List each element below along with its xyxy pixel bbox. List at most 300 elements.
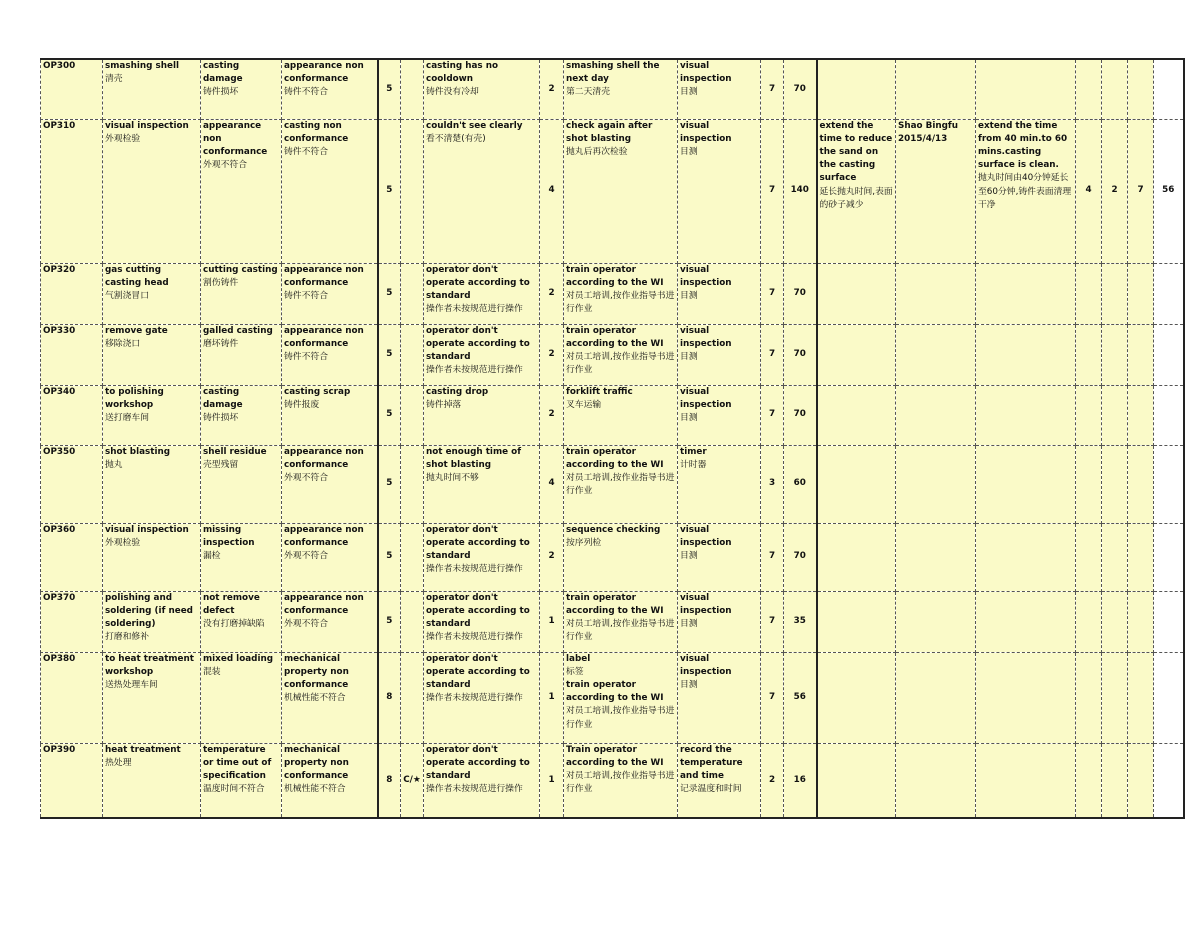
failure-cause (424, 445, 540, 523)
failure-effect (282, 591, 378, 652)
mode-zh-text: 铸件损坏 (203, 412, 239, 423)
detection-control (678, 59, 761, 119)
ctrl-en-text: train operator according to the WI (566, 592, 664, 616)
failure-mode (201, 263, 282, 324)
new-rpn-value (1154, 385, 1184, 445)
process-step (103, 591, 201, 652)
det-en-text: visual inspection (680, 325, 732, 349)
action-result (976, 263, 1076, 324)
detection-control (678, 385, 761, 445)
severity-value (378, 59, 401, 119)
rpn-text: 70 (793, 348, 806, 359)
detection-control (678, 591, 761, 652)
det-en-text: visual inspection (680, 653, 732, 677)
cause-zh-text: 操作者未按规范进行操作 (426, 564, 523, 575)
failure-cause (424, 591, 540, 652)
failure-cause (424, 263, 540, 324)
op-text: OP380 (43, 653, 76, 664)
mode-en-text: cutting casting (203, 264, 278, 275)
new-severity-value (1076, 119, 1102, 263)
rpn-value (784, 324, 817, 385)
severity-value (378, 263, 401, 324)
effect-zh-text: 外观不符合 (284, 472, 328, 483)
det-en-text: visual inspection (680, 61, 732, 85)
ctrl-zh-text: 按序列检 (566, 537, 602, 548)
failure-cause (424, 523, 540, 591)
sev-text: 5 (386, 287, 393, 298)
process-step (103, 743, 201, 818)
action-result (976, 523, 1076, 591)
occurrence-value (540, 591, 564, 652)
effect-zh-text: 机械性能不符合 (284, 784, 346, 795)
rpn-text: 35 (793, 615, 806, 626)
cause-zh-text: 铸件掉落 (426, 399, 462, 410)
d2-text: 7 (1137, 185, 1144, 196)
op-text: OP390 (43, 744, 76, 755)
process-step (103, 445, 201, 523)
new-occurrence-value (1102, 59, 1128, 119)
table-row (41, 652, 1184, 743)
step-en-text: heat treatment (105, 744, 181, 755)
det-zh-text: 目测 (680, 87, 698, 98)
new-detection-value (1128, 523, 1154, 591)
detection-value (761, 59, 784, 119)
new-detection-value (1128, 743, 1154, 818)
operation-number (41, 743, 103, 818)
severity-value (378, 743, 401, 818)
table-row (41, 385, 1184, 445)
responsibility-date (896, 523, 976, 591)
d-text: 7 (768, 83, 776, 94)
det-zh-text: 目测 (680, 146, 698, 157)
step-zh-text: 送热处理车间 (105, 679, 158, 690)
rpn-value (784, 119, 817, 263)
detection-value (761, 119, 784, 263)
operation-number (41, 652, 103, 743)
cause-en-text: operator don't operate according to standard (426, 744, 530, 781)
step-zh-text: 抛丸 (105, 459, 123, 470)
failure-cause (424, 324, 540, 385)
failure-effect (282, 523, 378, 591)
op-text: OP340 (43, 386, 76, 397)
detection-value (761, 523, 784, 591)
ctrl-zh-text: 第二天清壳 (566, 87, 610, 98)
ctrl-zh-text: 对员工培训,按作业指导书进行作业 (566, 472, 675, 497)
effect-zh-text: 铸件不符合 (284, 351, 328, 362)
new-detection-value (1128, 263, 1154, 324)
det-zh-text: 目测 (680, 351, 698, 362)
det-en-text: visual inspection (680, 264, 732, 288)
occ-text: 2 (548, 409, 555, 420)
new-severity-value (1076, 263, 1102, 324)
failure-cause (424, 59, 540, 119)
op-text: OP320 (43, 264, 76, 275)
rpn-text: 60 (793, 478, 806, 489)
ctrl-zh-text: 抛丸后再次检验 (566, 146, 628, 157)
classification-value (401, 324, 424, 385)
severity-value (378, 324, 401, 385)
table-row (41, 59, 1184, 119)
cause-en-text: casting drop (426, 386, 489, 397)
mode-zh-text: 磨坏铸件 (203, 338, 239, 349)
ctrl-zh-text: 对员工培训,按作业指导书进行作业 (566, 351, 675, 376)
failure-effect (282, 119, 378, 263)
step-zh-text: 移除浇口 (105, 338, 141, 349)
detection-value (761, 591, 784, 652)
table-row (41, 324, 1184, 385)
new-severity-value (1076, 445, 1102, 523)
recommended-action (817, 652, 896, 743)
recommended-action (817, 445, 896, 523)
op-text: OP350 (43, 446, 76, 457)
step-en-text: visual inspection (105, 120, 189, 131)
responsibility-date (896, 652, 976, 743)
recommended-action (817, 385, 896, 445)
d-text: 7 (768, 185, 776, 196)
cause-zh-text: 看不清楚(有壳) (426, 133, 486, 144)
table-row (41, 445, 1184, 523)
prevention-control (564, 652, 678, 743)
effect-en-text: appearance non conformance (284, 446, 364, 470)
failure-mode (201, 385, 282, 445)
ctrl-en-text: train operator according to the WI (566, 264, 664, 288)
effect-zh-text: 铸件不符合 (284, 87, 328, 98)
new-rpn-value (1154, 523, 1184, 591)
step-en-text: smashing shell (105, 61, 179, 71)
occ-text: 1 (548, 691, 555, 702)
rpn-value (784, 652, 817, 743)
failure-mode (201, 652, 282, 743)
det-zh-text: 目测 (680, 550, 698, 561)
cause-zh-text: 操作者未按规范进行操作 (426, 693, 523, 704)
cause-en-text: operator don't operate according to standard (426, 653, 530, 690)
cause-en-text: operator don't operate according to standard (426, 524, 530, 561)
operation-number (41, 263, 103, 324)
ctrl-en-text: train operator according to the WI (566, 325, 664, 349)
act-en-text: extend the time to reduce the sand on the casting surface (819, 120, 893, 184)
new-severity-value (1076, 523, 1102, 591)
severity-value (378, 591, 401, 652)
severity-value (378, 119, 401, 263)
recommended-action (817, 591, 896, 652)
prevention-control (564, 385, 678, 445)
effect-en-text: appearance non conformance (284, 592, 364, 616)
ctrl-en-text: train operator according to the WI (566, 446, 664, 470)
cause-zh-text: 操作者未按规范进行操作 (426, 784, 523, 795)
new-severity-value (1076, 743, 1102, 818)
detection-control (678, 523, 761, 591)
failure-effect (282, 59, 378, 119)
d-text: 7 (768, 551, 776, 562)
res-zh-text: 抛丸时间由40分钟延长至60分钟,铸件表面清理干净 (978, 173, 1072, 210)
process-step (103, 652, 201, 743)
rpn-text: 56 (793, 691, 806, 702)
rpn-value (784, 591, 817, 652)
ctrl-en-text: smashing shell the next day (566, 61, 660, 85)
prevention-control (564, 263, 678, 324)
detection-control (678, 445, 761, 523)
mode-en-text: mixed loading (203, 653, 274, 664)
severity-value (378, 523, 401, 591)
d-text: 7 (768, 691, 776, 702)
effect-en-text: appearance non conformance (284, 325, 364, 349)
sev-text: 5 (386, 478, 393, 489)
effect-en-text: casting non conformance (284, 120, 349, 144)
failure-effect (282, 324, 378, 385)
mode-en-text: casting damage (203, 386, 243, 410)
new-detection-value (1128, 591, 1154, 652)
occ-text: 4 (548, 478, 555, 489)
mode-en-text: galled casting (203, 325, 273, 336)
new-rpn-value (1154, 59, 1184, 119)
new-occurrence-value (1102, 743, 1128, 818)
responsibility-date (896, 743, 976, 818)
det-zh-text: 目测 (680, 412, 698, 423)
responsibility-date (896, 119, 976, 263)
mode-en-text: appearance non conformance (203, 120, 268, 157)
occ-text: 2 (548, 287, 555, 298)
operation-number (41, 119, 103, 263)
cause-zh-text: 铸件没有冷却 (426, 87, 479, 98)
failure-mode (201, 324, 282, 385)
detection-value (761, 324, 784, 385)
detection-value (761, 652, 784, 743)
fmea-table (40, 58, 1185, 819)
prevention-control (564, 743, 678, 818)
det-zh-text: 记录温度和时间 (680, 784, 742, 795)
mode-zh-text: 铸件损坏 (203, 87, 239, 98)
table-row (41, 591, 1184, 652)
cause-zh-text: 操作者未按规范进行操作 (426, 304, 523, 315)
responsibility-date (896, 324, 976, 385)
ctrl-zh-text: 叉车运输 (566, 399, 602, 410)
ctrl-en-text: sequence checking (566, 524, 661, 535)
detection-value (761, 743, 784, 818)
sev-text: 5 (386, 551, 393, 562)
rpn-text: 70 (793, 409, 806, 420)
new-detection-value (1128, 445, 1154, 523)
step-zh-text: 打磨和修补 (105, 632, 149, 643)
op-text: OP370 (43, 592, 76, 603)
operation-number (41, 324, 103, 385)
classification-value (401, 263, 424, 324)
operation-number (41, 59, 103, 119)
new-occurrence-value (1102, 324, 1128, 385)
occ-text: 4 (548, 185, 555, 196)
responsibility-date (896, 591, 976, 652)
severity-value (378, 385, 401, 445)
failure-cause (424, 743, 540, 818)
new-rpn-value (1154, 652, 1184, 743)
new-severity-value (1076, 652, 1102, 743)
det-en-text: visual inspection (680, 386, 732, 410)
prevention-control (564, 59, 678, 119)
ctrl-en-text: label (566, 653, 591, 664)
effect-en-text: appearance non conformance (284, 264, 364, 288)
new-detection-value (1128, 59, 1154, 119)
prevention-control (564, 445, 678, 523)
new-severity-value (1076, 59, 1102, 119)
failure-mode (201, 743, 282, 818)
table-row (41, 263, 1184, 324)
detection-control (678, 263, 761, 324)
classification-value (401, 652, 424, 743)
sev-text: 8 (386, 691, 393, 702)
new-severity-value (1076, 591, 1102, 652)
new-rpn-value (1154, 743, 1184, 818)
effect-zh-text: 铸件不符合 (284, 146, 328, 157)
mode-en-text: missing inspection (203, 524, 255, 548)
mode-zh-text: 温度时间不符合 (203, 784, 265, 795)
prevention-control (564, 324, 678, 385)
mode-zh-text: 壳型残留 (203, 459, 239, 470)
sev-text: 5 (386, 409, 393, 420)
rpn-text: 70 (793, 287, 806, 298)
severity-value (378, 652, 401, 743)
det-en-text: timer (680, 446, 707, 457)
occurrence-value (540, 263, 564, 324)
occ-text: 2 (548, 83, 555, 94)
step-zh-text: 外观检验 (105, 537, 141, 548)
classification-value (401, 523, 424, 591)
det-en-text: visual inspection (680, 120, 732, 144)
res-en-text: extend the time from 40 min.to 60 mins.casting surface is clean. (978, 120, 1068, 171)
rpn-text: 70 (793, 83, 806, 94)
responsibility-date (896, 445, 976, 523)
detection-value (761, 385, 784, 445)
d-text: 7 (768, 348, 776, 359)
failure-mode (201, 119, 282, 263)
process-step (103, 324, 201, 385)
detection-value (761, 263, 784, 324)
classification-value (401, 385, 424, 445)
occ-text: 1 (548, 615, 555, 626)
recommended-action (817, 119, 896, 263)
new-occurrence-value (1102, 652, 1128, 743)
detection-control (678, 119, 761, 263)
new-detection-value (1128, 652, 1154, 743)
effect-zh-text: 外观不符合 (284, 550, 328, 561)
cause-en-text: operator don't operate according to standard (426, 592, 530, 629)
new-detection-value (1128, 324, 1154, 385)
failure-effect (282, 445, 378, 523)
rpn-value (784, 743, 817, 818)
prevention-control (564, 591, 678, 652)
cause-en-text: couldn't see clearly (426, 120, 523, 131)
process-step (103, 59, 201, 119)
new-rpn-value (1154, 591, 1184, 652)
action-result (976, 445, 1076, 523)
d-text: 2 (768, 774, 776, 785)
sev-text: 5 (386, 83, 393, 94)
ctrl2-zh-text: 对员工培训,按作业指导书进行作业 (566, 706, 675, 730)
step-en-text: to heat treatment workshop (105, 653, 194, 677)
rpn-value (784, 385, 817, 445)
failure-mode (201, 59, 282, 119)
ctrl-zh-text: 对员工培训,按作业指导书进行作业 (566, 770, 675, 795)
det-zh-text: 目测 (680, 679, 698, 690)
det-en-text: record the temperature and time (680, 744, 743, 781)
failure-cause (424, 119, 540, 263)
failure-mode (201, 523, 282, 591)
new-severity-value (1076, 324, 1102, 385)
new-occurrence-value (1102, 119, 1128, 263)
ctrl2-en-text: train operator according to the WI (566, 679, 664, 704)
failure-mode (201, 591, 282, 652)
rpn2-text: 56 (1162, 185, 1175, 196)
table-row (41, 743, 1184, 818)
resp-text: Shao Bingfu 2015/4/13 (898, 120, 959, 144)
operation-number (41, 523, 103, 591)
det-en-text: visual inspection (680, 524, 732, 548)
recommended-action (817, 59, 896, 119)
rpn-value (784, 59, 817, 119)
rpn-text: 140 (790, 185, 809, 196)
effect-en-text: mechanical property non conformance (284, 744, 349, 781)
prevention-control (564, 523, 678, 591)
step-en-text: gas cutting casting head (105, 264, 169, 288)
occurrence-value (540, 445, 564, 523)
new-rpn-value (1154, 263, 1184, 324)
effect-zh-text: 外观不符合 (284, 618, 328, 629)
s2-text: 4 (1085, 185, 1092, 196)
mode-en-text: temperature or time out of specification (203, 744, 272, 781)
cause-en-text: casting has no cooldown (426, 61, 499, 85)
new-rpn-value (1154, 119, 1184, 263)
detection-control (678, 652, 761, 743)
rpn-text: 70 (793, 551, 806, 562)
failure-cause (424, 385, 540, 445)
action-result (976, 59, 1076, 119)
recommended-action (817, 263, 896, 324)
occurrence-value (540, 119, 564, 263)
occ-text: 2 (548, 551, 555, 562)
occ-text: 1 (548, 774, 555, 785)
process-step (103, 263, 201, 324)
new-occurrence-value (1102, 263, 1128, 324)
cls-text: C/★ (403, 774, 421, 785)
cause-zh-text: 操作者未按规范进行操作 (426, 632, 523, 643)
step-en-text: shot blasting (105, 446, 171, 457)
mode-en-text: not remove defect (203, 592, 260, 616)
severity-value (378, 445, 401, 523)
recommended-action (817, 523, 896, 591)
effect-en-text: appearance non conformance (284, 524, 364, 548)
sev-text: 5 (386, 185, 393, 196)
op-text: OP300 (43, 61, 76, 71)
detection-value (761, 445, 784, 523)
failure-effect (282, 263, 378, 324)
mode-zh-text: 外观不符合 (203, 160, 247, 171)
new-occurrence-value (1102, 591, 1128, 652)
rpn-value (784, 263, 817, 324)
operation-number (41, 591, 103, 652)
step-zh-text: 气割浇冒口 (105, 290, 149, 301)
sev-text: 5 (386, 615, 393, 626)
detection-control (678, 324, 761, 385)
step-zh-text: 清壳 (105, 74, 123, 85)
new-occurrence-value (1102, 523, 1128, 591)
occ-text: 2 (548, 348, 555, 359)
step-en-text: to polishing workshop (105, 386, 164, 410)
new-rpn-value (1154, 324, 1184, 385)
new-occurrence-value (1102, 445, 1128, 523)
action-result (976, 324, 1076, 385)
failure-effect (282, 385, 378, 445)
effect-zh-text: 机械性能不符合 (284, 693, 346, 704)
op-text: OP310 (43, 120, 76, 131)
occurrence-value (540, 385, 564, 445)
